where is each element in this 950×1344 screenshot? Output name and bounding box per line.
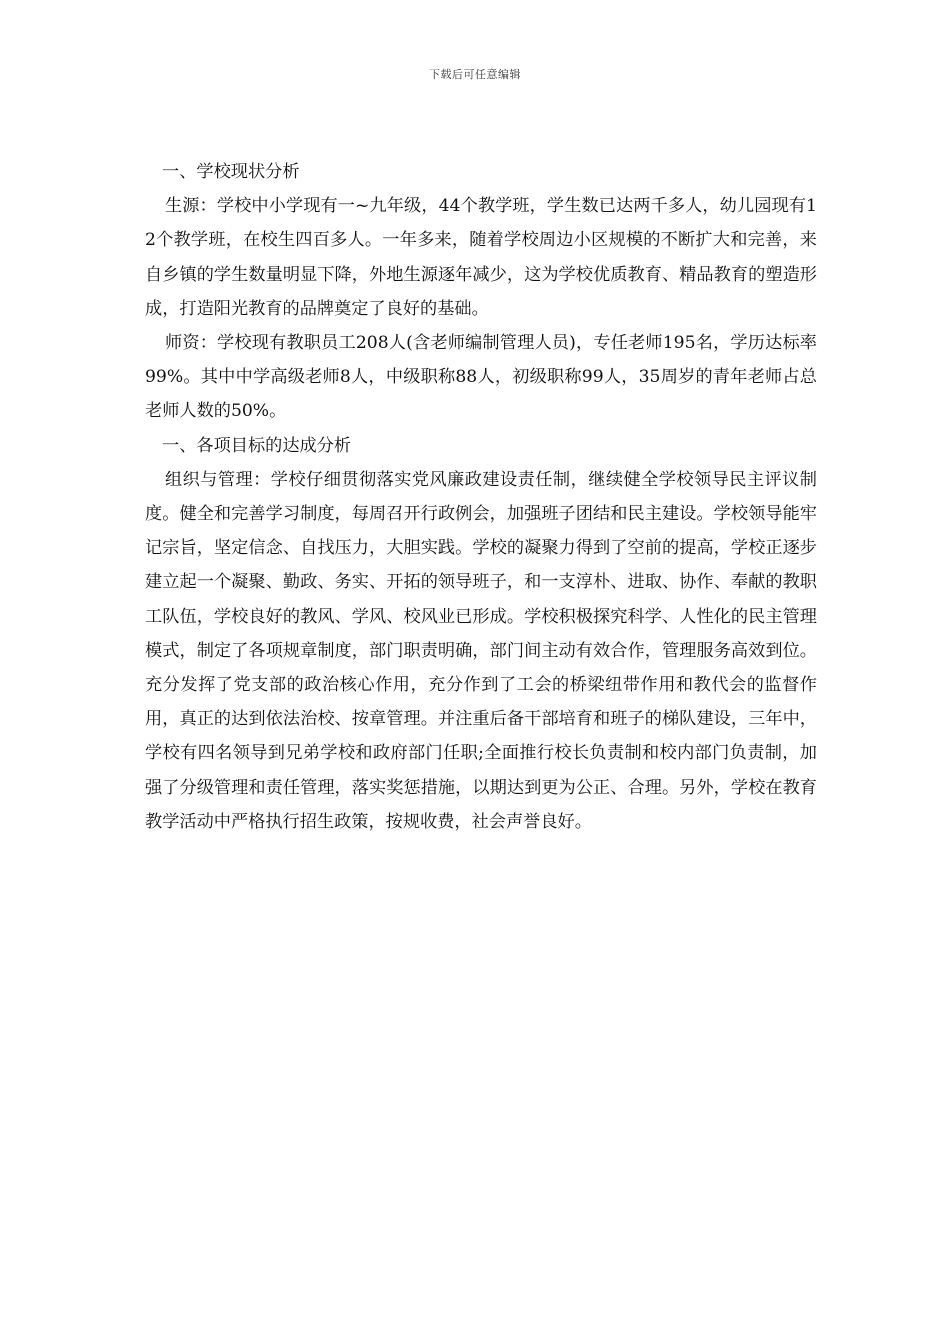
paragraph-organization: 组织与管理：学校仔细贯彻落实党风廉政建设责任制，继续健全学校领导民主评议制度。健全和完善学习制度，每周召开行政例会，加强班子团结和民主建设。学校领导能牢记宗旨，坚定信念、自找压力，大胆实践。学校的凝聚力得到了空前的提高，学校正逐步建立起一个凝聚、勤政、务实、开拓的领导班子，和一支淳朴、进取、协作、奉献的教职工队伍，学校良好的教风、学风、校风业已形成。学校积极探究科学、人性化的民主管理模式，制定了各项规章制度，部门职责明确，部门间主动有效合作，管理服务高效到位。充分发挥了党支部的政治核心作用，充分作到了工会的桥梁纽带作用和教代会的监督作用，真正的达到依法治校、按章管理。并注重后备干部培育和班子的梯队建设，三年中，学校有四名领导到兄弟学校和政府部门任职;全面推行校长负责制和校内部门负责制，加强了分级管理和责任管理，落实奖惩措施，以期达到更为公正、合理。另外，学校在教育教学活动中严格执行招生政策，按规收费，社会声誉良好。 [145,469,817,832]
page-header: 下载后可任意编辑 [429,68,521,81]
paragraph-teachers: 师资：学校现有教职员工208人(含老师编制管理人员)，专任老师195名，学历达标率99%。其中中学高级老师8人，中级职称88人，初级职称99人，35周岁的青年老师占总老师人数的50%。 [145,333,817,422]
document-body [145,155,817,839]
paragraph-student-source: 生源：学校中小学现有一~九年级，44个教学班，学生数已达两千多人，幼儿园现有12个教学班，在校生四百多人。一年多来，随着学校周边小区规模的不断扩大和完善，来自乡镇的学生数量明显下降，外地生源逐年减少，这为学校优质教育、精品教育的塑造形成，打造阳光教育的品牌奠定了良好的基础。 [145,196,817,319]
section-heading-goals: 一、各项目标的达成分析 [162,435,352,456]
section-heading-status: 一、学校现状分析 [162,162,300,182]
